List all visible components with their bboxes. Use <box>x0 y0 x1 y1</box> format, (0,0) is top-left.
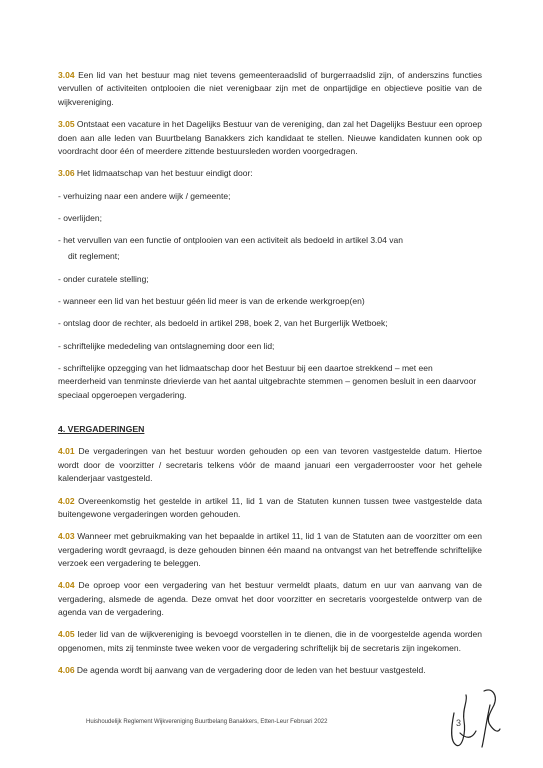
article-text: Het lidmaatschap van het bestuur eindigt door: <box>74 168 253 179</box>
article-number: 3.06 <box>58 168 75 179</box>
list-item: - overlijden; <box>58 212 102 223</box>
article-3-05 <box>58 118 482 158</box>
article-text: Wanneer met gebruikmaking van het bepaalde in artikel 11, lid 1 van de Statuten aan de voorzitter om een vergadering wordt gevraagd, is deze gehouden binnen één maand na ontvangst van het betreffende schriftelijke verzoek een vergadering te beleggen. <box>58 531 482 569</box>
list-item: - het vervullen van een functie of ontplooien van een activiteit als bedoeld in artikel 3.04 van <box>58 235 403 246</box>
article-text: De oproep voor een vergadering van het bestuur vermeldt plaats, datum en uur van aanvang van de vergadering, alsmede de agenda. Deze omvat het door voorzitter en secretaris voorgestelde ontwerp van de agenda van de vergadering. <box>58 580 482 618</box>
section-heading: 4. VERGADERINGEN <box>58 424 145 435</box>
article-number: 4.03 <box>58 531 75 542</box>
article-number: 4.01 <box>58 446 75 457</box>
article-text: Ontstaat een vacature in het Dagelijks Bestuur van de vereniging, dan zal het Dagelijks Bestuur een oproep doen aan alle leden van Buurtbelang Banakkers zich kandidaat te stellen. Nieuwe kandidaten kunnen ook op voordracht door één of meerdere zittende bestuursleden worden voorgedragen. <box>58 119 482 156</box>
article-4-03 <box>58 530 482 570</box>
article-number: 3.05 <box>58 119 75 130</box>
list-item: - schriftelijke opzegging van het lidmaatschap door het Bestuur bij een daartoe strekkend – met een meerderheid van tenminste drievierde van het aantal uitgebrachte stemmen – genomen besluit in een daarvoor speciaal opgeroepen vergadering. <box>58 362 477 400</box>
article-4-04 <box>58 579 482 619</box>
article-4-01 <box>58 445 482 485</box>
document-body <box>58 69 482 686</box>
article-3-04 <box>58 69 482 109</box>
article-text: Ieder lid van de wijkvereniging is bevoegd voorstellen in te dienen, die in de voorgestelde agenda worden opgenomen, mits zij tenminste twee weken voor de vergadering schriftelijk bij de secretaris zijn ingekomen. <box>58 629 482 653</box>
list-item: - wanneer een lid van het bestuur géén lid meer is van de erkende werkgroep(en) <box>58 296 365 306</box>
article-text: De agenda wordt bij aanvang van de vergadering door de leden van het bestuur vastgesteld. <box>74 665 426 676</box>
article-text: Overeenkomstig het gestelde in artikel 11, lid 1 van de Statuten kunnen tussen twee vastgestelde data buitengewone vergaderingen worden gehouden. <box>58 495 482 519</box>
article-number: 4.06 <box>58 665 75 676</box>
article-number: 4.04 <box>58 580 75 591</box>
list-item: - onder curatele stelling; <box>58 273 149 284</box>
article-number: 4.05 <box>58 629 75 640</box>
article-text: De vergaderingen van het bestuur worden gehouden op een van tevoren vastgestelde datum. Hiertoe wordt door de voorzitter / secretaris telkens vóór de maand januari een vergaderrooster voor het gehele kalenderjaar vastgesteld. <box>58 446 482 484</box>
list-item-continuation: dit reglement; <box>68 251 120 262</box>
article-number: 4.02 <box>58 495 75 506</box>
list-item: - ontslag door de rechter, als bedoeld in artikel 298, boek 2, van het Burgerlijk Wetboek; <box>58 318 388 329</box>
list-item: - schriftelijke mededeling van ontslagneming door een lid; <box>58 340 275 351</box>
list-item: - verhuizing naar een andere wijk / gemeente; <box>58 190 231 201</box>
article-4-02 <box>58 495 482 522</box>
page-footer <box>86 718 462 728</box>
article-3-06 <box>58 167 482 180</box>
article-4-06 <box>58 664 482 677</box>
article-4-05 <box>58 628 482 655</box>
article-text: Een lid van het bestuur mag niet tevens gemeenteraadslid of burgerraadslid zijn, of anderszins functies vervullen of activiteiten ontplooien die niet verenigbaar zijn met de onpartijdige en objectieve positie van de wijkvereniging. <box>58 70 482 107</box>
article-number: 3.04 <box>58 70 75 80</box>
page-number: 3 <box>456 718 462 728</box>
handwritten-signature <box>446 683 506 753</box>
footer-text: Huishoudelijk Reglement Wijkvereniging Buurtbelang Banakkers, Etten-Leur Februari 2022 <box>86 719 328 725</box>
